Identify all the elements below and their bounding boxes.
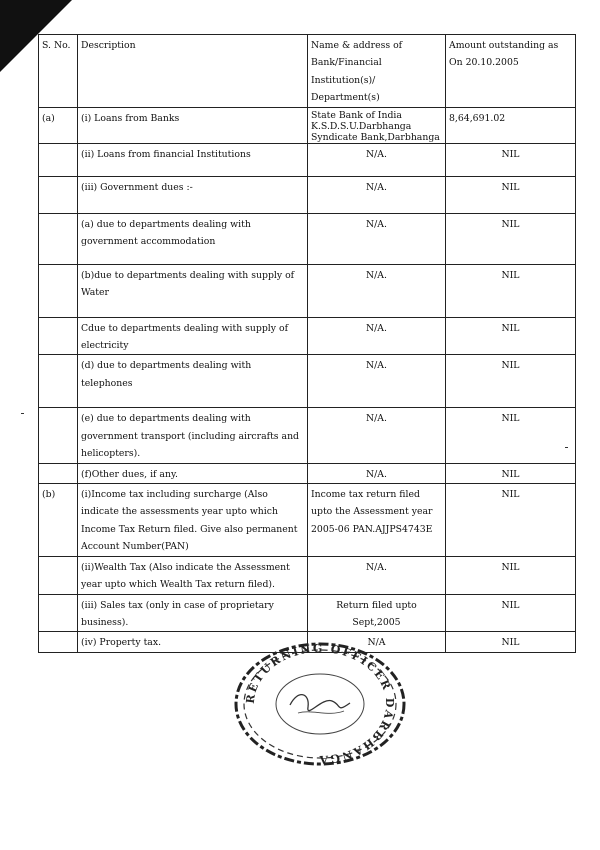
row-description: (e) due to departments dealing with government transport (including aircrafts and helicopters).	[78, 408, 308, 463]
row-amount: NIL	[446, 556, 576, 594]
table-row	[39, 107, 576, 143]
table-row	[39, 355, 576, 408]
row-sno	[39, 632, 78, 652]
row-bank: N/A.	[308, 176, 446, 213]
row-sno	[39, 143, 78, 176]
row-sno	[39, 408, 78, 463]
header-amount: Amount outstanding as On 20.10.2005	[446, 35, 576, 108]
row-description: (iii) Government dues :-	[78, 176, 308, 213]
row-description: (i)Income tax including surcharge (Also indicate the assessments year upto which Income Tax Return filed. Give also permanent Account Number(PAN)	[78, 484, 308, 557]
row-bank: N/A.	[308, 264, 446, 317]
row-bank: State Bank of India K.S.D.S.U.Darbhanga Syndicate Bank,Darbhanga	[308, 107, 446, 143]
row-amount: NIL	[446, 484, 576, 557]
header-row	[39, 35, 576, 108]
official-stamp-seal	[232, 641, 408, 767]
row-description: (ii) Loans from financial Institutions	[78, 143, 308, 176]
row-amount: 8,64,691.02	[446, 107, 576, 143]
table-row	[39, 264, 576, 317]
table-row	[39, 594, 576, 632]
table-row	[39, 213, 576, 264]
row-description: (ii)Wealth Tax (Also indicate the Assessment year upto which Wealth Tax return filed).	[78, 556, 308, 594]
row-description: (a) due to departments dealing with government accommodation	[78, 213, 308, 264]
header-bank: Name & address of Bank/Financial Institution(s)/ Department(s)	[308, 35, 446, 108]
row-sno: (a)	[39, 107, 78, 143]
table-row	[39, 463, 576, 483]
row-bank: N/A.	[308, 556, 446, 594]
row-description: (iii) Sales tax (only in case of proprietary business).	[78, 594, 308, 632]
table-row	[39, 484, 576, 557]
row-bank: N/A.	[308, 317, 446, 355]
row-sno	[39, 556, 78, 594]
row-amount: NIL	[446, 632, 576, 652]
row-bank: N/A.	[308, 463, 446, 483]
row-bank: Return filed upto Sept,2005	[308, 594, 446, 632]
table-row	[39, 556, 576, 594]
row-amount: NIL	[446, 317, 576, 355]
table-row	[39, 408, 576, 463]
seal-ring-text: RETURNING OFFICER DARBHANGA	[243, 641, 397, 767]
header-sno: S. No.	[39, 35, 78, 108]
row-sno	[39, 317, 78, 355]
row-sno	[39, 355, 78, 408]
row-description: (f)Other dues, if any.	[78, 463, 308, 483]
row-description: Cdue to departments dealing with supply of electricity	[78, 317, 308, 355]
row-bank: N/A.	[308, 143, 446, 176]
row-description: (i) Loans from Banks	[78, 107, 308, 143]
row-description: (b)due to departments dealing with supply of Water	[78, 264, 308, 317]
table-row	[39, 176, 576, 213]
row-amount: NIL	[446, 143, 576, 176]
liabilities-table	[38, 34, 576, 653]
row-sno	[39, 594, 78, 632]
row-amount: NIL	[446, 408, 576, 463]
row-sno	[39, 264, 78, 317]
row-sno	[39, 213, 78, 264]
row-amount: NIL	[446, 176, 576, 213]
row-bank: N/A.	[308, 408, 446, 463]
scan-speck	[21, 413, 24, 414]
row-sno: (b)	[39, 484, 78, 557]
row-bank: Income tax return filed upto the Assessment year 2005-06 PAN.AJJPS4743E	[308, 484, 446, 557]
row-bank: N/A.	[308, 213, 446, 264]
row-bank: N/A.	[308, 355, 446, 408]
row-amount: NIL	[446, 594, 576, 632]
table-row	[39, 317, 576, 355]
row-amount: NIL	[446, 264, 576, 317]
row-amount: NIL	[446, 213, 576, 264]
row-amount: NIL	[446, 463, 576, 483]
table-row	[39, 143, 576, 176]
row-description: (iv) Property tax.	[78, 632, 308, 652]
row-amount: NIL	[446, 355, 576, 408]
row-description: (d) due to departments dealing with telephones	[78, 355, 308, 408]
header-description: Description	[78, 35, 308, 108]
row-sno	[39, 463, 78, 483]
row-bank: N/A	[308, 632, 446, 652]
row-sno	[39, 176, 78, 213]
